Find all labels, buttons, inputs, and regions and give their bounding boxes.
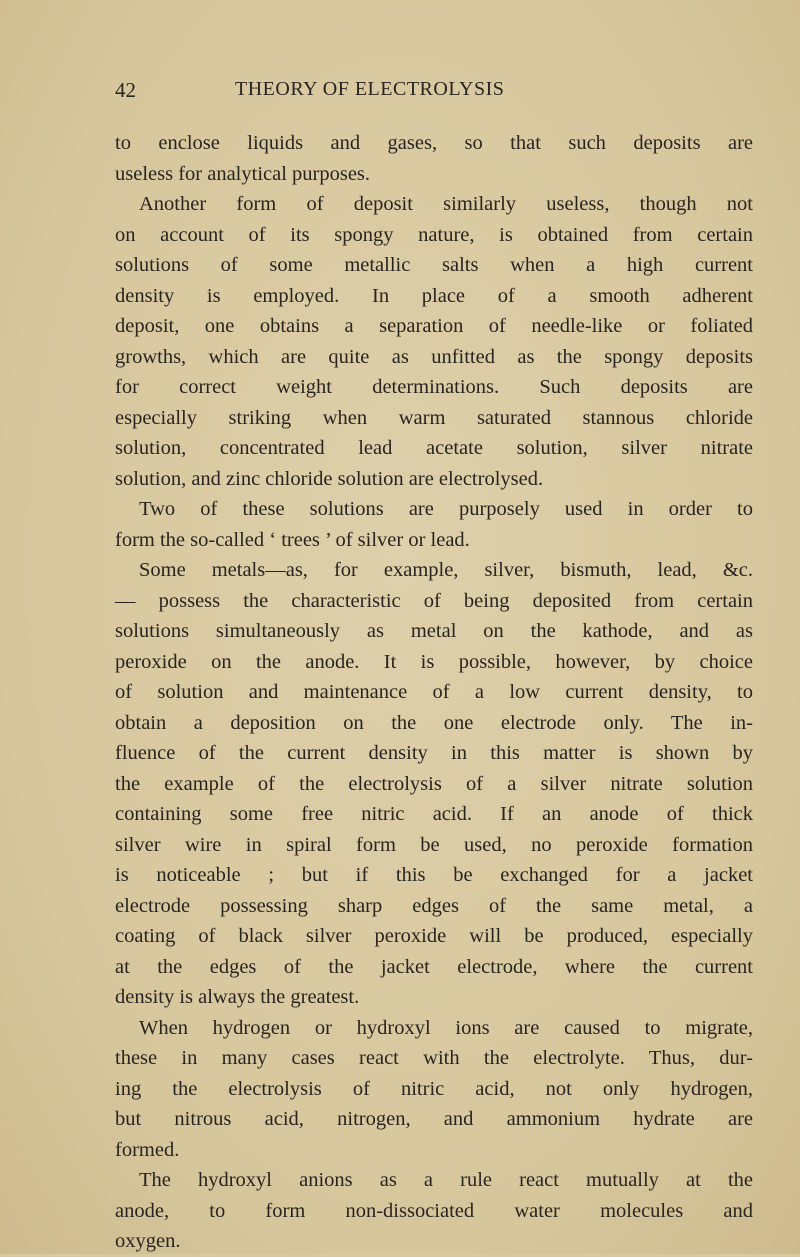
text-line: density is always the greatest. <box>115 986 360 1008</box>
text-line: formed. <box>115 1138 180 1161</box>
text-line: form the so-called ‘ trees ’ of silver or lead. <box>115 528 470 551</box>
text-line: Another form of deposit similarly useless, though not <box>139 193 753 215</box>
text-line: solutions simultaneously as metal on the kathode, and as <box>115 620 753 642</box>
text-line: but nitrous acid, nitrogen, and ammonium hydrate are <box>115 1108 753 1130</box>
text-line: coating of black silver peroxide will be produced, especially <box>115 925 753 947</box>
text-line: silver wire in spiral form be used, no peroxide formation <box>115 833 753 856</box>
text-line: density is employed. In place of a smooth adherent <box>115 284 753 307</box>
text-line: to enclose liquids and gases, so that such deposits are <box>115 132 753 154</box>
text-line: ing the electrolysis of nitric acid, not only hydrogen, <box>115 1077 753 1100</box>
text-line: fluence of the current density in this matter is shown by <box>115 742 753 764</box>
text-line: oxygen. <box>115 1230 181 1252</box>
text-line: When hydrogen or hydroxyl ions are caused to migrate, <box>139 1016 753 1039</box>
text-line: especially striking when warm saturated stannous chloride <box>115 406 753 429</box>
text-line: solution, and zinc chloride solution are electrolysed. <box>115 467 544 490</box>
text-line: the example of the electrolysis of a silver nitrate solution <box>115 772 753 795</box>
text-line: peroxide on the anode. It is possible, however, by choice <box>115 650 753 673</box>
text-line: useless for analytical purposes. <box>115 162 371 185</box>
page-number: 42 <box>115 78 136 102</box>
text-line: Some metals—as, for example, silver, bismuth, lead, &c. <box>139 559 753 581</box>
text-line: of solution and maintenance of a low current density, to <box>115 681 753 703</box>
text-line: growths, which are quite as unfitted as the spongy deposits <box>115 345 753 368</box>
text-line: at the edges of the jacket electrode, where the current <box>115 955 753 978</box>
text-line: obtain a deposition on the one electrode only. The in- <box>115 711 753 734</box>
text-line: — possess the characteristic of being deposited from certain <box>115 589 753 612</box>
page-header <box>115 78 755 108</box>
body-text <box>115 128 753 1257</box>
text-line: on account of its spongy nature, is obtained from certain <box>115 223 753 246</box>
text-line: containing some free nitric acid. If an anode of thick <box>115 803 753 825</box>
text-line: The hydroxyl anions as a rule react mutually at the <box>139 1169 753 1191</box>
text-line: solution, concentrated lead acetate solution, silver nitrate <box>115 437 753 459</box>
text-line: deposit, one obtains a separation of needle-like or foliated <box>115 315 753 337</box>
text-line: anode, to form non-dissociated water molecules and <box>115 1199 753 1222</box>
text-line: solutions of some metallic salts when a high current <box>115 254 753 276</box>
text-line: Two of these solutions are purposely used in order to <box>139 498 753 520</box>
text-line: electrode possessing sharp edges of the same metal, a <box>115 894 753 917</box>
text-line: for correct weight determinations. Such deposits are <box>115 376 753 398</box>
text-line: is noticeable ; but if this be exchanged for a jacket <box>115 864 753 886</box>
running-title: THEORY OF ELECTROLYSIS <box>235 78 505 100</box>
text-line: these in many cases react with the electrolyte. Thus, dur- <box>115 1047 753 1069</box>
